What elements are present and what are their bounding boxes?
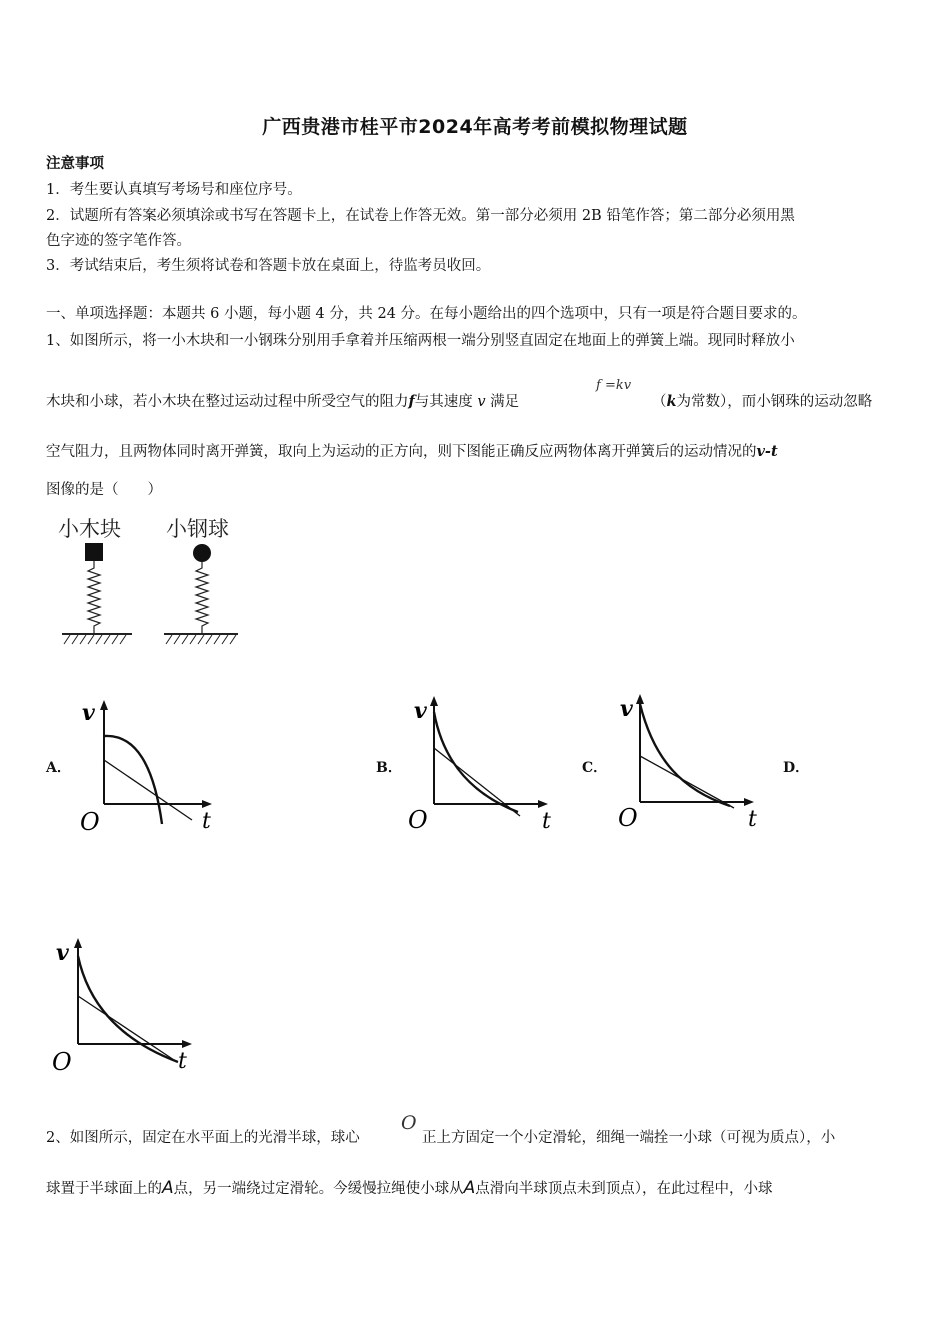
v-axis-arrow-icon: [74, 938, 82, 948]
section-heading: 一、单项选择题：本题共 6 小题，每小题 4 分，共 24 分。在每小题给出的四个选项中，只有一项是符合题目要求的。: [46, 306, 807, 322]
q1-line-2-d: （: [652, 394, 667, 410]
curve-wood: [434, 712, 518, 812]
q2-line-1-tail: 正上方固定一个小定滑轮，细绳一端拴一小球（可视为质点），小: [422, 1130, 836, 1146]
q2-line-1-a: 2、如图所示，固定在水平面上的光滑半球，球心: [46, 1130, 360, 1146]
notice-heading: 注意事项: [46, 155, 104, 172]
t-axis-arrow-icon: [538, 800, 548, 808]
axis-label-o: O: [80, 808, 100, 836]
q2-line-2-b: 点，另一端绕过定滑轮。今缓慢拉绳使小球从: [173, 1181, 464, 1197]
q1-formula: f =kv: [596, 378, 632, 393]
q1-line-2-a: 木块和小球，若小木块在整过运动过程中所受空气的阻力: [46, 394, 409, 410]
q2-line-2: [46, 1177, 906, 1198]
spring-left-icon: [88, 561, 100, 634]
q1-line-3-text: 空气阻力，且两物体同时离开弹簧，取向上为运动的正方向，则下图能正确反应两物体离开弹簧后的运动情况的: [46, 444, 757, 460]
label-wood-block: 小木块: [58, 517, 121, 541]
q1-line-2-b: 与其速度: [414, 394, 473, 410]
q1-line-2-c: 满足: [490, 394, 520, 410]
axis-label-v: v: [56, 940, 69, 966]
axis-label-t: t: [748, 807, 757, 832]
axis-label-v: v: [620, 696, 633, 722]
notice-item-3: 3．考试结束后，考生须将试卷和答题卡放在桌面上，待监考员收回。: [46, 258, 491, 274]
v-axis-arrow-icon: [430, 696, 438, 706]
axis-label-o: O: [618, 804, 638, 832]
graph-a[interactable]: [76, 696, 226, 838]
var-a-1: A: [162, 1178, 174, 1198]
t-axis-arrow-icon: [182, 1040, 192, 1048]
option-d-label[interactable]: D．: [783, 760, 810, 776]
ground-hatch-right: [166, 635, 236, 644]
notice-item-2: 2．试题所有答案必须填涂或书写在答题卡上，在试卷上作答无效。第一部分必须用 2B 铅笔作答；第二部分必须用黑: [46, 208, 795, 224]
curve-wood: [640, 704, 730, 806]
var-f: f: [408, 393, 415, 410]
q1-line-1: 1、如图所示，将一小木块和一小钢珠分别用手拿着并压缩两根一端分别竖直固定在地面上的弹簧上端。现同时释放小: [46, 333, 795, 349]
var-vt: v-t: [756, 443, 778, 460]
q2-line-2-c: 点滑向半球顶点未到顶点），在此过程中，小球: [475, 1181, 773, 1197]
q1-line-3: [46, 440, 906, 461]
axis-label-v: v: [82, 700, 95, 726]
line-steel: [78, 996, 174, 1060]
notice-item-2-cont: 色字迹的签字笔作答。: [46, 233, 191, 249]
axis-label-o: O: [52, 1048, 72, 1076]
axis-label-v: v: [414, 698, 427, 724]
v-axis-arrow-icon: [100, 700, 108, 710]
curve-wood: [78, 956, 178, 1062]
option-a-label[interactable]: A．: [46, 760, 71, 776]
q1-line-2-tail: [652, 390, 872, 411]
ground-hatch-left: [64, 635, 126, 644]
option-c-label[interactable]: C．: [582, 760, 608, 776]
var-v: v: [477, 394, 486, 410]
label-steel-ball: 小钢球: [166, 517, 229, 541]
axis-label-t: t: [202, 809, 211, 834]
option-b-label[interactable]: B．: [376, 760, 402, 776]
var-o: O: [401, 1112, 417, 1134]
wood-block-icon: [85, 543, 103, 561]
line-steel: [434, 748, 520, 816]
axis-label-t: t: [178, 1049, 187, 1074]
t-axis-arrow-icon: [202, 800, 212, 808]
page-title: 广西贵港市桂平市2024年高考考前模拟物理试题: [262, 116, 688, 138]
v-axis-arrow-icon: [636, 694, 644, 704]
spring-right-icon: [196, 562, 208, 634]
graph-d[interactable]: [50, 934, 200, 1076]
graph-b[interactable]: [406, 692, 556, 834]
t-axis-arrow-icon: [744, 798, 754, 806]
line-steel: [640, 756, 734, 808]
steel-ball-icon: [193, 544, 211, 562]
var-a-2: A: [463, 1178, 476, 1198]
var-k: k: [666, 393, 677, 410]
q2-line-2-a: 球置于半球面上的: [46, 1181, 162, 1197]
notice-item-1: 1．考生要认真填写考场号和座位序号。: [46, 182, 302, 198]
spring-figure: [52, 508, 252, 658]
q1-line-4: 图像的是（ ）: [46, 482, 162, 498]
axis-label-o: O: [408, 806, 428, 834]
axis-label-t: t: [542, 809, 551, 834]
graph-c[interactable]: [612, 690, 762, 832]
q1-line-2-e: 为常数），而小钢珠的运动忽略: [676, 394, 873, 410]
